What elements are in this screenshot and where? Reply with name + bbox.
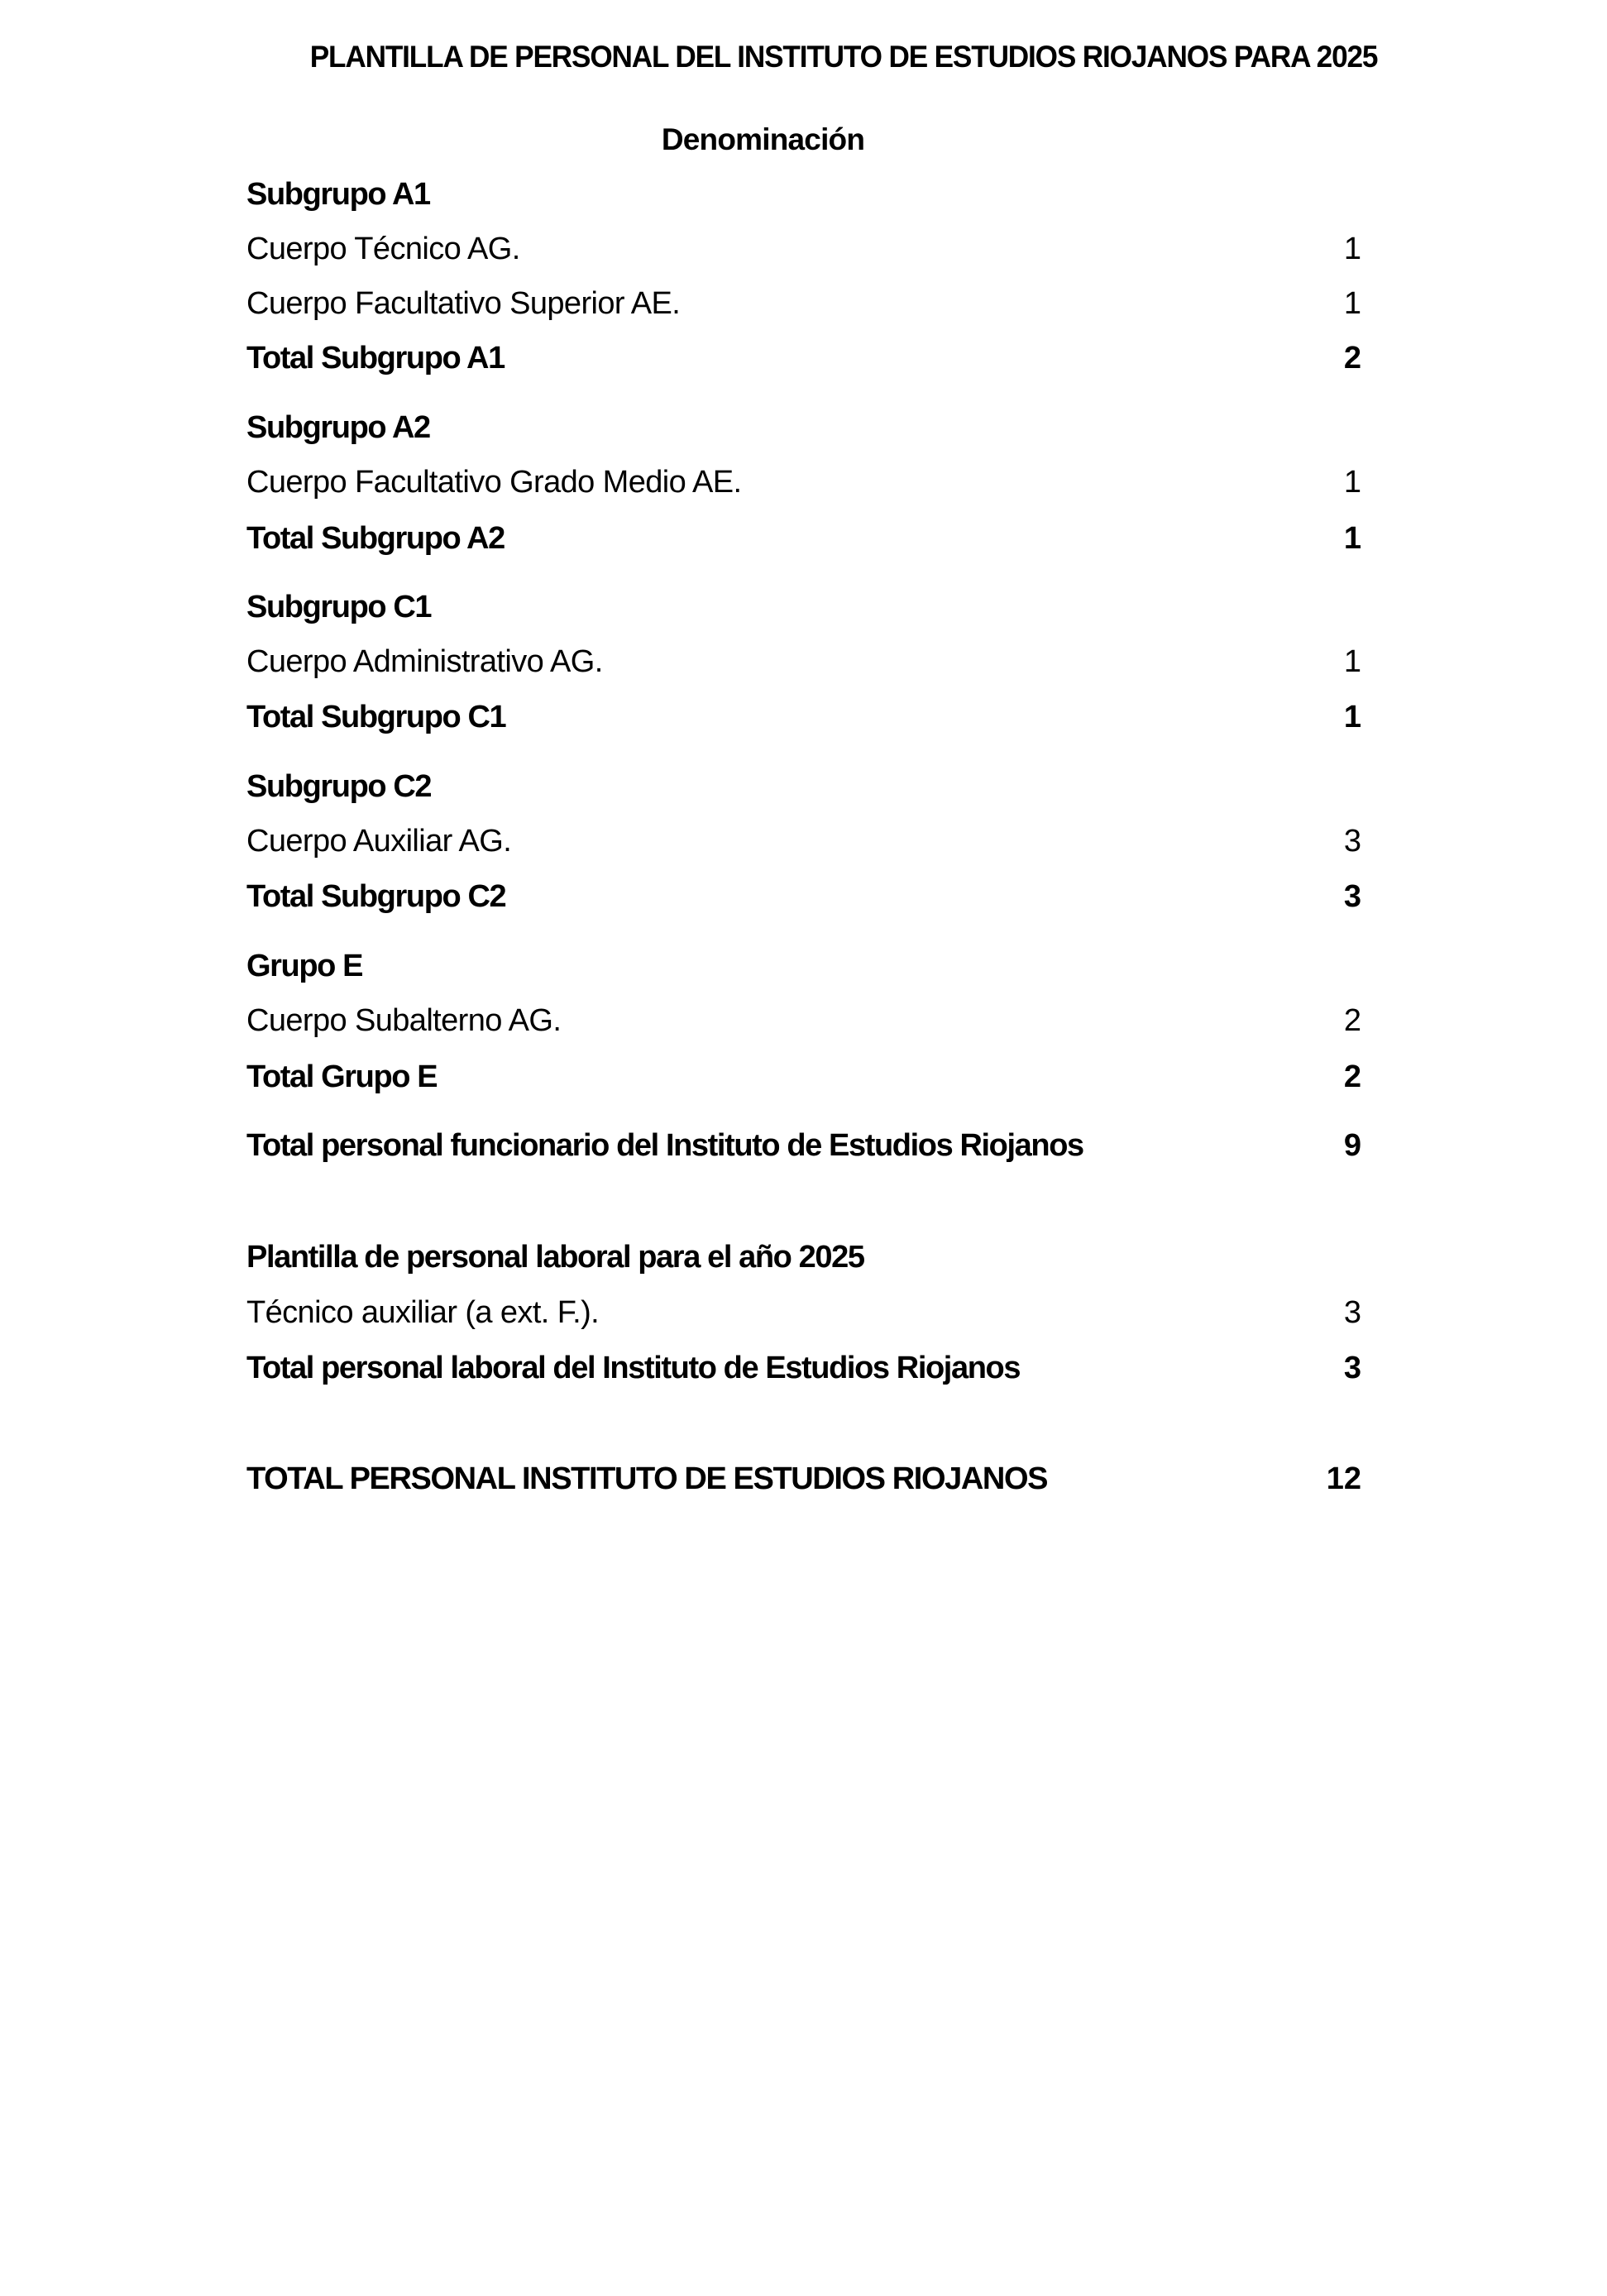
laboral-total-value: 3 [1343, 1351, 1361, 1385]
group-heading-label: Subgrupo A1 [246, 177, 430, 212]
grand-total-row [246, 1459, 1361, 1499]
group-heading-label: Subgrupo C2 [246, 769, 432, 804]
group-total-value: 3 [1343, 879, 1361, 914]
table-row [246, 284, 1361, 323]
group-total-row [246, 877, 1361, 916]
funcionario-total-row [246, 1126, 1361, 1165]
row-value: 1 [1343, 286, 1361, 321]
group-total-row [246, 519, 1361, 558]
funcionario-total-label: Total personal funcionario del Instituto de Estudios Riojanos [246, 1128, 1083, 1163]
row-label: Cuerpo Facultativo Grado Medio AE. [246, 465, 742, 500]
group-total-value: 2 [1343, 341, 1361, 375]
group-total-label: Total Grupo E [246, 1060, 438, 1094]
table-row [246, 229, 1361, 269]
group-heading [246, 767, 1361, 806]
row-value: 3 [1343, 824, 1361, 859]
row-value: 1 [1343, 644, 1361, 679]
row-label: Cuerpo Facultativo Superior AE. [246, 286, 681, 321]
group-total-value: 1 [1343, 521, 1361, 556]
group-heading-label: Grupo E [246, 949, 363, 983]
group-total-label: Total Subgrupo C1 [246, 700, 506, 734]
group-heading [246, 946, 1361, 986]
row-label: Cuerpo Técnico AG. [246, 232, 520, 266]
group-heading [246, 175, 1361, 214]
group-total-label: Total Subgrupo A1 [246, 341, 505, 375]
row-label: Cuerpo Subalterno AG. [246, 1003, 562, 1038]
group-heading [246, 587, 1361, 627]
row-label: Cuerpo Administrativo AG. [246, 644, 603, 679]
row-value: 1 [1343, 465, 1361, 500]
row-value: 1 [1343, 232, 1361, 266]
group-total-row [246, 338, 1361, 378]
grand-total-value: 12 [1326, 1461, 1361, 1496]
group-total-label: Total Subgrupo C2 [246, 879, 506, 914]
row-value: 3 [1343, 1295, 1361, 1330]
group-total-row [246, 1057, 1361, 1097]
group-total-label: Total Subgrupo A2 [246, 521, 505, 556]
row-label: Técnico auxiliar (a ext. F.). [246, 1295, 600, 1330]
group-total-value: 2 [1343, 1060, 1361, 1094]
table-row [246, 1001, 1361, 1040]
row-value: 2 [1343, 1003, 1361, 1038]
table-row [246, 462, 1361, 502]
table-row [246, 821, 1361, 861]
row-label: Cuerpo Auxiliar AG. [246, 824, 512, 859]
laboral-heading [246, 1237, 1361, 1277]
column-header: Denominación [661, 122, 865, 156]
laboral-total-row [246, 1348, 1361, 1388]
table-row [246, 1293, 1361, 1332]
laboral-heading-label: Plantilla de personal laboral para el año 2025 [246, 1240, 864, 1275]
group-heading [246, 408, 1361, 447]
document-title: PLANTILLA DE PERSONAL DEL INSTITUTO DE ESTUDIOS RIOJANOS PARA 2025 [309, 40, 1378, 74]
group-total-value: 1 [1343, 700, 1361, 734]
group-heading-label: Subgrupo A2 [246, 410, 430, 445]
laboral-total-label: Total personal laboral del Instituto de Estudios Riojanos [246, 1351, 1021, 1385]
group-heading-label: Subgrupo C1 [246, 590, 432, 624]
group-total-row [246, 697, 1361, 737]
grand-total-label: TOTAL PERSONAL INSTITUTO DE ESTUDIOS RIOJANOS [246, 1461, 1048, 1496]
table-row [246, 642, 1361, 682]
funcionario-total-value: 9 [1343, 1128, 1361, 1163]
